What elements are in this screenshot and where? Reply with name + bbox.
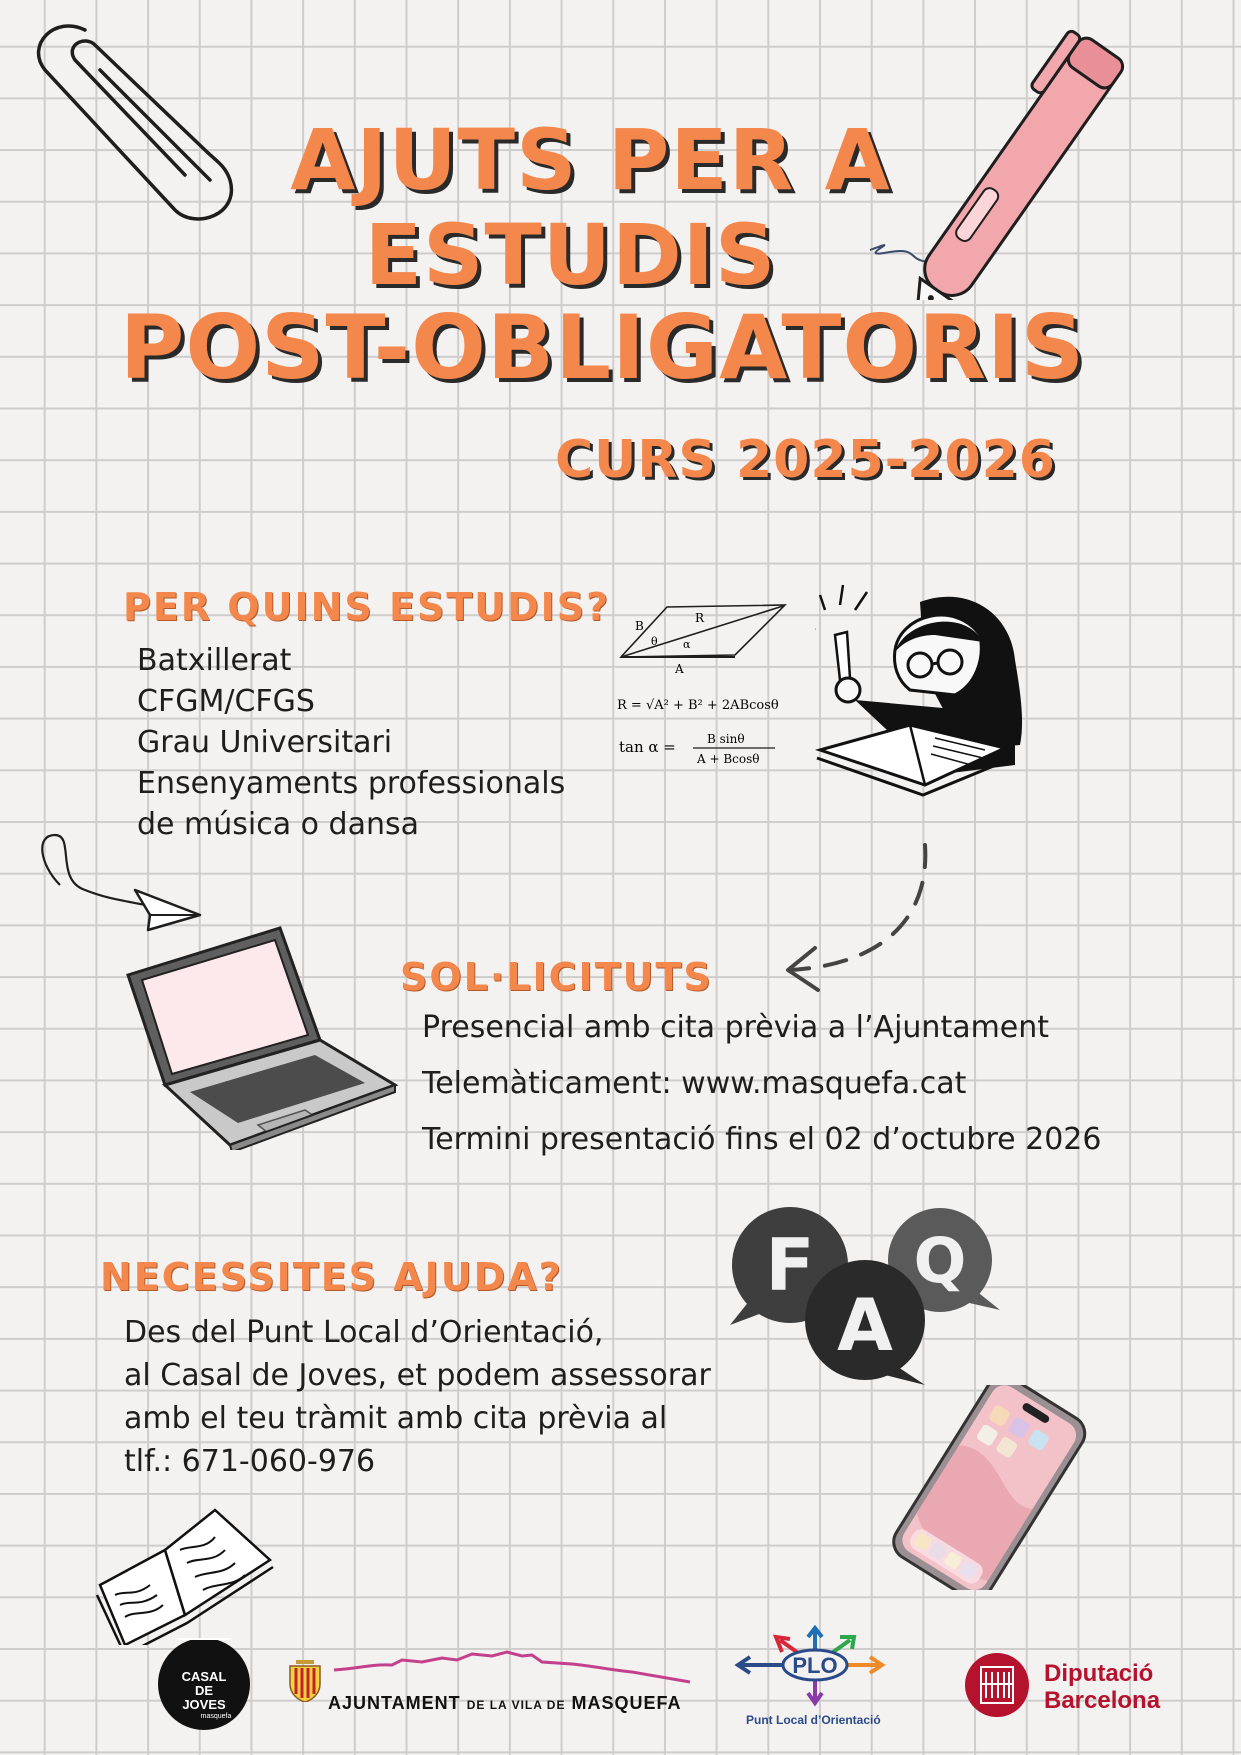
studies-list: [137, 640, 565, 845]
formula-eq2-lhs: tan α =: [619, 738, 676, 756]
course-year: CURS 2025-2026: [554, 430, 1056, 490]
faq-letter-q: Q: [913, 1224, 967, 1297]
diputacio-logo: [964, 1652, 1174, 1722]
vector-formula-illustration: [615, 595, 795, 780]
plo-caption: Punt Local d’Orientació: [746, 1713, 881, 1727]
requests-heading: SOL·LICITUTS: [400, 955, 713, 999]
ajuntament-logo: [288, 1650, 708, 1720]
diputacio-line-2: Barcelona: [1044, 1687, 1161, 1714]
alpha-label: α: [683, 638, 691, 651]
plo-logo-text: PLO: [792, 1653, 838, 1678]
plo-logo: [730, 1625, 905, 1733]
help-line: al Casal de Joves, et podem assessorar: [124, 1358, 711, 1393]
open-book-icon: [95, 1505, 275, 1645]
faq-bubbles-icon: [725, 1190, 1005, 1390]
dashed-arrow-icon: [770, 840, 940, 1000]
list-item: de música o dansa: [137, 807, 419, 842]
vector-r-label: R: [695, 611, 705, 625]
diputacio-emblem-icon: [964, 1652, 1030, 1718]
skyline-icon: [332, 1650, 692, 1690]
list-item: Ensenyaments professionals: [137, 766, 566, 801]
formula-eq2-den: A + Bcosθ: [697, 752, 760, 766]
list-item: Grau Universitari: [137, 725, 393, 760]
help-line: tlf.: 671-060-976: [124, 1444, 376, 1479]
ajuntament-main: AJUNTAMENT: [328, 1693, 461, 1713]
laptop-icon: [120, 920, 400, 1150]
ajuntament-town: MASQUEFA: [571, 1693, 682, 1713]
vector-b-label: B: [635, 619, 644, 633]
title-line-1: AJUTS PER A: [290, 111, 891, 209]
help-line: amb el teu tràmit amb cita prèvia al: [124, 1401, 668, 1436]
list-item: Telemàticament: www.masquefa.cat: [422, 1066, 967, 1101]
theta-label: θ: [651, 635, 658, 648]
masquefa-shield-icon: [288, 1658, 322, 1702]
casal-line-1: CASAL DE: [177, 1638, 231, 1698]
plo-arrows-icon: [730, 1625, 905, 1710]
smartphone-icon: [880, 1385, 1090, 1590]
requests-list: [422, 1000, 1101, 1168]
list-item: Batxillerat: [137, 643, 292, 678]
casal-line-3: masquefa: [200, 1713, 232, 1720]
casal-line-2: JOVES: [182, 1697, 226, 1712]
faq-letter-f: F: [765, 1223, 815, 1307]
formula-eq2-num: B sinθ: [707, 732, 745, 746]
title-line-3: POST-OBLIGATORIS: [119, 296, 1086, 399]
list-item: CFGM/CFGS: [137, 684, 315, 719]
help-text: [124, 1311, 711, 1483]
vector-a-label: A: [675, 662, 684, 676]
formula-eq1: R = √A² + B² + 2ABcosθ: [617, 698, 779, 713]
diputacio-line-1: Diputació: [1044, 1660, 1154, 1687]
ajuntament-mid: DE LA VILA DE: [466, 1698, 566, 1712]
faq-letter-a: A: [837, 1283, 893, 1367]
title-line-2: ESTUDIS: [364, 206, 777, 304]
student-reading-illustration: [815, 580, 1030, 810]
help-heading: NECESSITES AJUDA?: [100, 1255, 563, 1299]
list-item: Termini presentació fins el 02 d’octubre 2026: [422, 1122, 1102, 1157]
help-line: Des del Punt Local d’Orientació,: [124, 1315, 604, 1350]
studies-heading: PER QUINS ESTUDIS?: [123, 585, 611, 629]
casal-joves-logo: [158, 1638, 250, 1730]
list-item: Presencial amb cita prèvia a l’Ajuntament: [422, 1010, 1050, 1045]
